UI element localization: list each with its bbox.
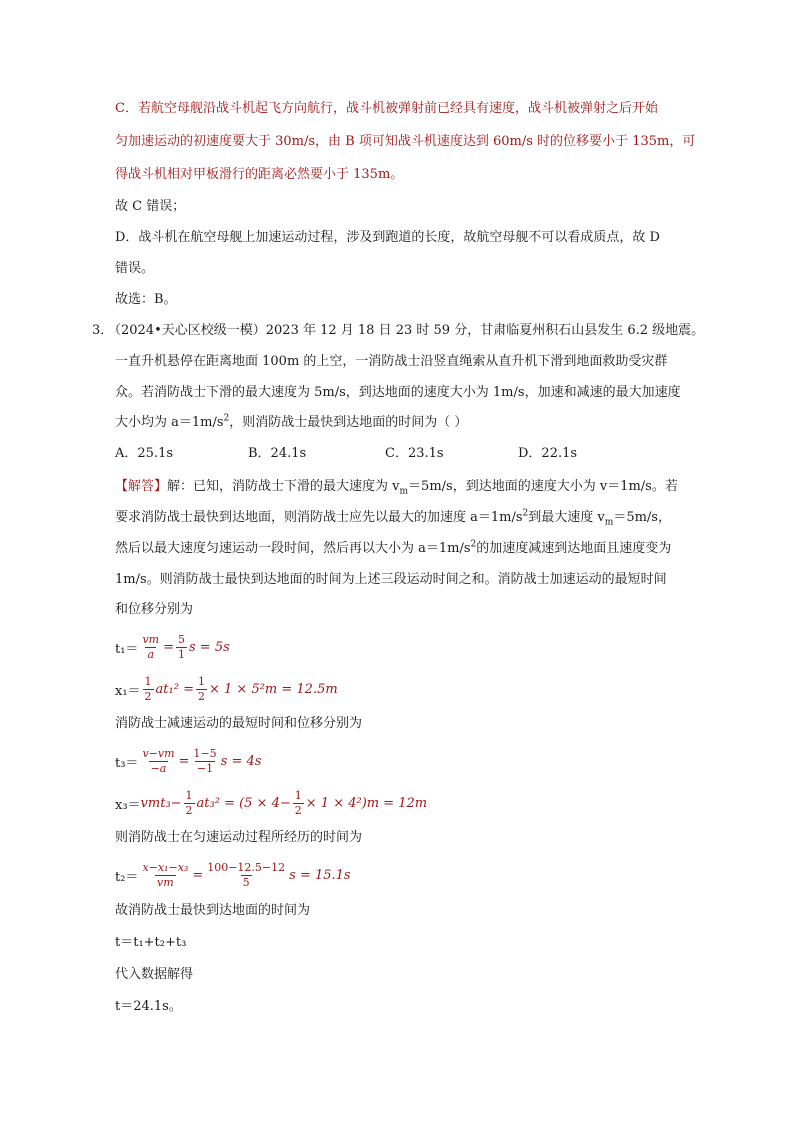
formula-x1: x₁＝ $\frac{1}{2}$ at₁² = $\frac{1}{2}$ × 1 × 5²m = 12.5m bbox=[115, 674, 338, 703]
question-line-2: 一直升机悬停在距离地面 100m 的上空，一消防战士沿竖直绳索从直升机下滑到地面救助受灾群 bbox=[115, 354, 668, 369]
formula-t2: t₂＝ $\frac{\text{x−x₁−x₃}}{vm}$ = $\frac{100-12.5-12}{5}$ s = 15.1s bbox=[115, 860, 351, 889]
answer-line-3: 然后以最大速度匀速运动一段时间，然后再以大小为 $a=1m/s^2$的加速度减速到达地面且速度变为 bbox=[115, 539, 672, 556]
formula-t3: t₃＝ $\frac{v-vm}{-a}$ = $\frac{1-5}{-1}$ s = 4s bbox=[115, 746, 262, 775]
option-a[interactable]: A．25.1s bbox=[115, 446, 174, 461]
answer-line-5: 和位移分别为 bbox=[115, 602, 194, 617]
option-d[interactable]: D．22.1s bbox=[518, 446, 578, 461]
sum-equation: t＝t₁+t₂+t₃ bbox=[115, 935, 187, 950]
option-d-line-2: 错误。 bbox=[115, 261, 155, 276]
question-line-3: 众。若消防战士下滑的最大速度为 5m/s，到达地面的速度大小为 1m/s，加速和减速的最大加速度 bbox=[115, 385, 681, 400]
formula-x3: x₃＝ vmt₃− $\frac{1}{2}$ at₃² = (5 × 4− $\frac{1}{2}$ × 1 × 4²)m = 12m bbox=[115, 788, 428, 817]
option-c-line-1: C．若航空母舰沿战斗机起飞方向航行，战斗机被弹射前已经具有速度，战斗机被弹射之后开始 bbox=[115, 101, 658, 116]
question-line-1: （2024•天心区校级一模）2023 年 12 月 18 日 23 时 59 分，甘肃临夏州积石山县发生 6.2 级地震。 bbox=[108, 323, 705, 338]
option-c-line-2: 匀加速运动的初速度要大于 30m/s，由 B 项可知战斗机速度达到 60m/s 时的位移要小于 135m，可 bbox=[115, 134, 696, 149]
option-c[interactable]: C．23.1s bbox=[385, 446, 444, 461]
option-d-line-1: D．战斗机在航空母舰上加速运动过程，涉及到跑道的长度，故航空母舰不可以看成质点，故 D bbox=[115, 230, 660, 245]
uniform-text: 则消防战士在匀速运动过程所经历的时间为 bbox=[115, 830, 363, 845]
answer-line-1: 【解答】解：已知，消防战士下滑的最大速度为 $v_m=5m/s$，到达地面的速度大小为 v＝1m/s。若 bbox=[115, 479, 678, 497]
substitute-text: 代入数据解得 bbox=[115, 967, 194, 982]
option-c-conclusion: 故 C 错误； bbox=[115, 199, 186, 214]
fastest-text: 故消防战士最快到达地面的时间为 bbox=[115, 903, 311, 918]
option-c-line-3: 得战斗机相对甲板滑行的距离必然要小于 135m。 bbox=[115, 167, 404, 182]
answer-line-2: 要求消防战士最快到达地面，则消防战士应先以最大的加速度 $a=1m/s^2$到最大速度 $v_m=5m/s$， bbox=[115, 508, 671, 528]
result-equation: t＝24.1s。 bbox=[115, 999, 182, 1014]
question-line-4: 大小均为 $a=1m/s^2$，则消防战士最快到达地面的时间为（ ） bbox=[115, 413, 468, 430]
formula-t1: t₁＝ $\frac{vm}{a}$ = $\frac{5}{1}$ s = 5s bbox=[115, 632, 230, 661]
answer-line-4: 1m/s。则消防战士最快到达地面的时间为上述三段运动时间之和。消防战士加速运动的最短时间 bbox=[115, 572, 667, 587]
option-b[interactable]: B．24.1s bbox=[248, 446, 307, 461]
question-number: 3． bbox=[92, 323, 114, 338]
decel-text: 消防战士减速运动的最短时间和位移分别为 bbox=[115, 716, 363, 731]
final-choice: 故选：B。 bbox=[115, 292, 177, 307]
answer-label: 【解答】 bbox=[115, 479, 168, 494]
